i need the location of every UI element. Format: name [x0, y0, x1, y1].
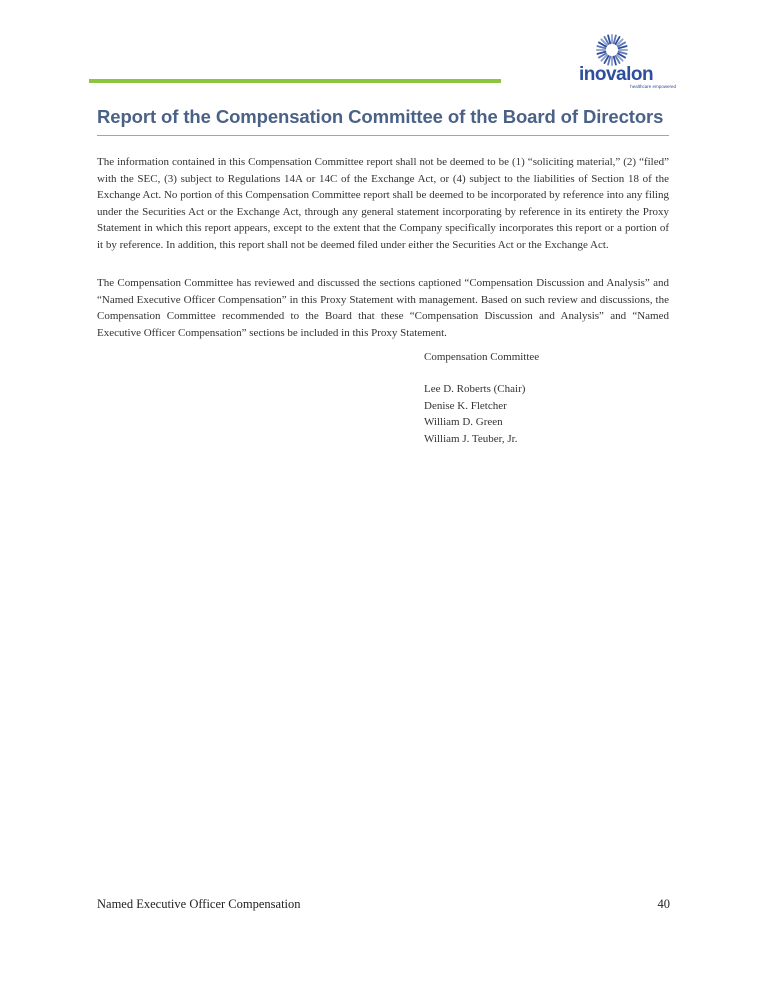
page-number: 40	[657, 897, 670, 911]
sunburst-ray	[611, 34, 613, 44]
disclaimer-paragraph: The information contained in this Compensation Committee report shall not be deemed to be (1) “soliciting material,” (2) “filed” with the SEC, (3) subject to Regulations 14A or 14C of the Exchange Act, or (4) subject to the liabilities of Section 18 of the Exchange Act. No portion of this Compensation Committee report shall be deemed to be incorporated by reference into any filing under the Securities Act or the Exchange Act, through any general statement incorporating by reference in its entirety the Proxy Statement in which this report appears, except to the extent that the Company specifically incorporates this report or a portion of it by reference. In addition, this report shall not be deemed filed under either the Securities Act or the Exchange Act.	[97, 156, 669, 251]
footer-section-title: Named Executive Officer Compensation	[97, 897, 301, 911]
company-logo	[578, 30, 678, 90]
member-name: Lee D. Roberts (Chair)	[424, 383, 526, 395]
member-name: Denise K. Fletcher	[424, 399, 507, 412]
header-accent-rule	[89, 79, 501, 83]
title-underline	[97, 135, 669, 136]
logo-tagline: healthcare empowered	[630, 84, 676, 89]
sunburst-ray	[596, 49, 606, 51]
committee-members	[424, 381, 525, 447]
member-name: William J. Teuber, Jr.	[424, 432, 518, 445]
committee-name: Compensation Committee	[424, 351, 540, 363]
logo-wordmark: inovalon	[579, 64, 654, 85]
review-paragraph: The Compensation Committee has reviewed and discussed the sections captioned “Compensation Discussion and Analysis” and “Named Executive Officer Compensation” in this Proxy Statement with management. Based on such review and discussions, the Compensation Committee recommended to the Board that these “Compensation Discussion and Analysis” and “Named Executive Officer Compensation” sections be included in this Proxy Statement.	[97, 277, 669, 339]
member-name: William D. Green	[424, 416, 503, 429]
sunburst-ray	[618, 49, 628, 51]
sunburst-icon	[596, 34, 628, 66]
page-title: Report of the Compensation Committee of the Board of Directors	[97, 106, 664, 127]
